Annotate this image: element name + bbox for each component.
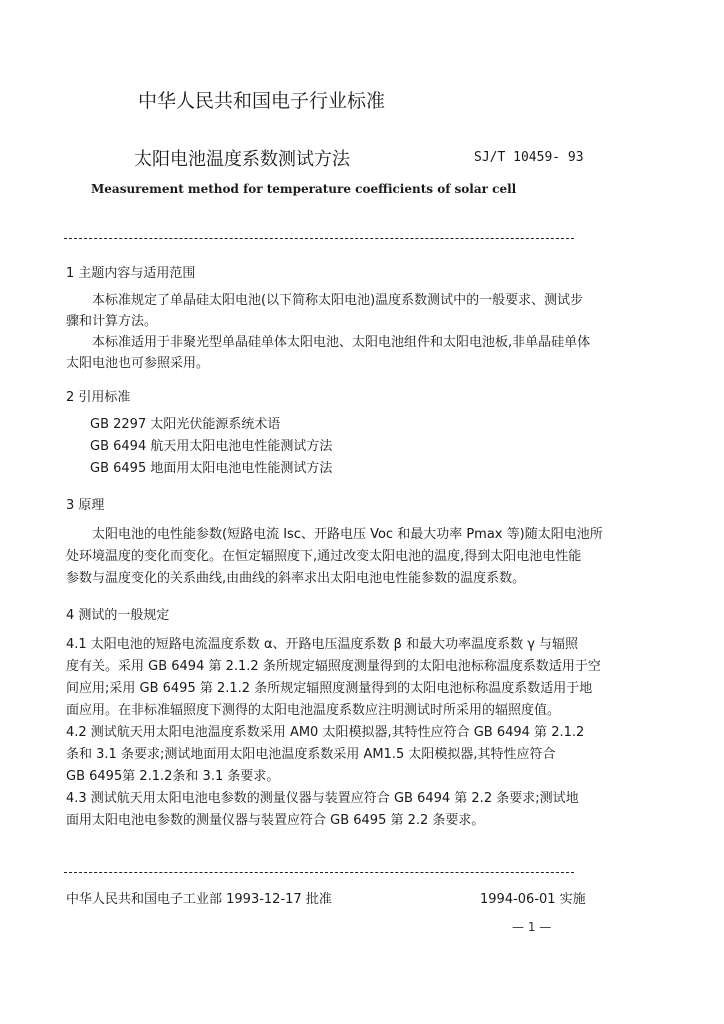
reference-item: GB 2297 太阳光伏能源系统术语 [90,417,281,432]
section-4-line: 面应用。在非标准辐照度下测得的太阳电池温度系数应注明测试时所采用的辐照度值。 [66,703,561,718]
effective-date: 1994-06-01 实施 [480,892,586,907]
section-3-line: 处环境温度的变化而变化。在恒定辐照度下,通过改变太阳电池的温度,得到太阳电池电性能 [66,549,582,564]
english-title: Measurement method for temperature coefficients of solar cell [91,182,517,196]
section-1-line: 本标准适用于非聚光型单晶硅单体太阳电池、太阳电池组件和太阳电池板,非单晶硅单体 [92,335,591,350]
section-4-line: 面用太阳电池电参数的测量仪器与装置应符合 GB 6495 第 2.2 条要求。 [66,813,485,828]
approval-info: 中华人民共和国电子工业部 1993-12-17 批准 [66,892,332,907]
section-1-line: 太阳电池也可参照采用。 [66,356,210,371]
section-4-line: GB 6495第 2.1.2条和 3.1 条要求。 [66,769,280,784]
standard-code: SJ/T 10459- 93 [474,150,584,165]
header-divider [64,238,574,239]
section-4-line: 4.3 测试航天用太阳电池电参数的测量仪器与装置应符合 GB 6494 第 2.2 条要求;测试地 [66,791,579,806]
reference-item: GB 6495 地面用太阳电池电性能测试方法 [90,461,333,476]
section-4-line: 度有关。采用 GB 6494 第 2.1.2 条所规定辐照度测量得到的太阳电池标称温度系数适用于空 [66,659,601,674]
section-4-line: 4.2 测试航天用太阳电池温度系数采用 AM0 太阳模拟器,其特性应符合 GB 6494 第 2.1.2 [66,725,585,740]
section-4-line: 4.1 太阳电池的短路电流温度系数 α、开路电压温度系数 β 和最大功率温度系数 γ 与辐照 [66,637,579,652]
reference-item: GB 6494 航天用太阳电池电性能测试方法 [90,439,333,454]
section-3-line: 太阳电池的电性能参数(短路电流 Isc、开路电压 Voc 和最大功率 Pmax 等)随太阳电池所 [92,527,603,542]
section-2-heading: 2 引用标准 [66,390,131,405]
section-1-heading: 1 主题内容与适用范围 [66,266,196,281]
footer-divider [64,872,574,873]
section-4-line: 条和 3.1 条要求;测试地面用太阳电池温度系数采用 AM1.5 太阳模拟器,其特性应符合 [66,747,556,762]
section-1-line: 骤和计算方法。 [66,314,158,329]
section-3-line: 参数与温度变化的关系曲线,由曲线的斜率求出太阳电池电性能参数的温度系数。 [66,571,526,586]
section-4-heading: 4 测试的一般规定 [66,608,170,623]
document-title: 太阳电池温度系数测试方法 [134,149,350,170]
page-number: — 1 — [512,920,552,934]
section-1-line: 本标准规定了单晶硅太阳电池(以下简称太阳电池)温度系数测试中的一般要求、测试步 [92,293,584,308]
section-3-heading: 3 原理 [66,498,105,513]
issuing-organization: 中华人民共和国电子行业标准 [138,90,386,112]
section-4-line: 间应用;采用 GB 6495 第 2.1.2 条所规定辐照度测量得到的太阳电池标称温度系数适用于地 [66,681,593,696]
